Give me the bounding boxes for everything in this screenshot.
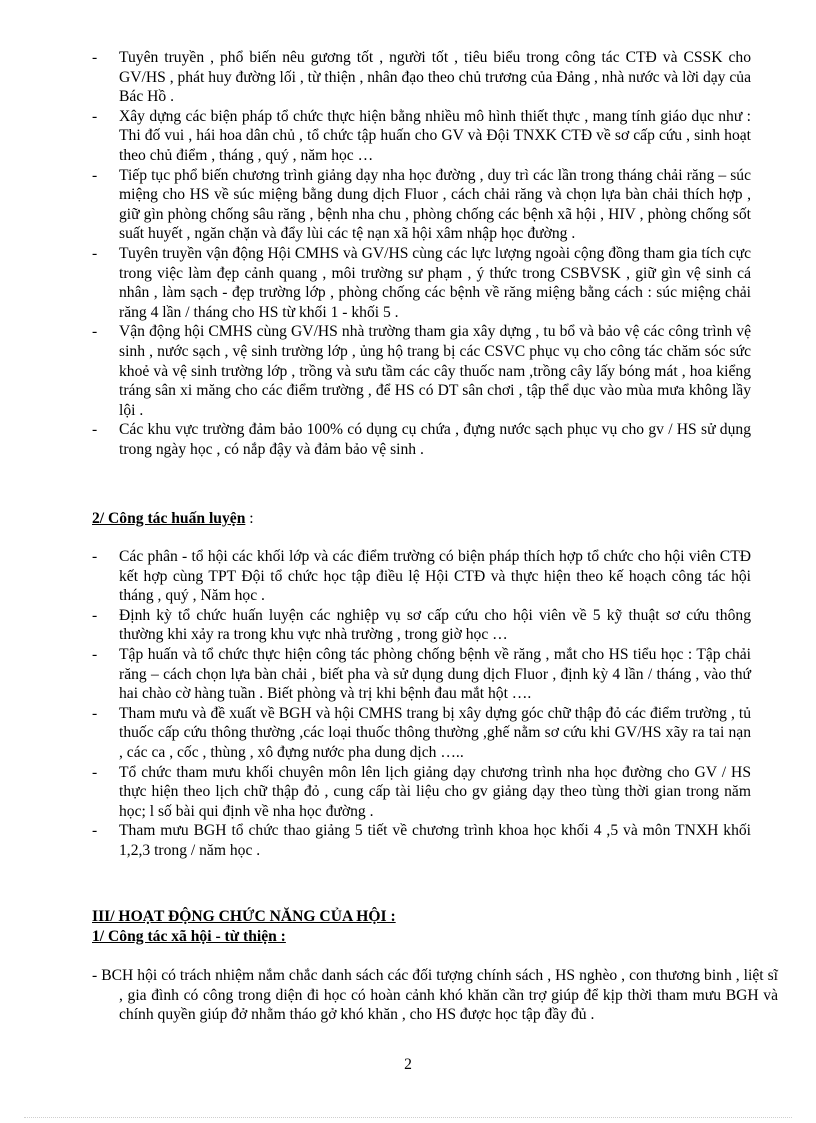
training-list bbox=[92, 547, 751, 861]
list-item: - Tập huấn và tổ chức thực hiện công tác phòng chống bệnh về răng , mắt cho HS tiểu học : Tập chải răng – cách chọn lựa bàn chải , biết pha và sử dụng dung dịch Fluor , định kỳ 4 lần / tháng , vào thứ hai chào cờ hàng tuần . Biết phòng và trị khi bệnh đau mắt hột …. bbox=[92, 645, 751, 703]
list-item: - Tham mưu BGH tổ chức thao giảng 5 tiết về chương trình khoa học khối 4 ,5 và môn TNXH khối 1,2,3 trong / năm học . bbox=[92, 822, 751, 859]
list-item: - Vận động hội CMHS cùng GV/HS nhà trường tham gia xây dựng , tu bổ và bảo vệ các công trình vệ sinh , nước sạch , vệ sinh trường lớp , ủng hộ trang bị các CSVC phục vụ cho công tác chăm sóc sức khoẻ và vệ sinh trường lớp , trồng và sưu tầm các cây thuốc nam ,trồng cây lấy bóng mát , hoa kiểng tráng sân xi măng cho các điểm trường , để HS có DT sân chơi , tập thể dục vào mùa mưa không lầy lội . bbox=[92, 323, 751, 419]
list-item: - Tổ chức tham mưu khối chuyên môn lên lịch giảng dạy chương trình nha học đường cho GV / HS thực hiện theo lịch chữ thập đỏ , cung cấp tài liệu cho gv giảng dạy theo tùng thời gian trong năm học; l số bài qui định về nha học đường . bbox=[92, 763, 751, 820]
page-bottom-rule bbox=[24, 1117, 792, 1118]
page-number: 2 bbox=[404, 1056, 412, 1073]
activity-list bbox=[92, 48, 751, 459]
list-item: - Tuyên truyền vận động Hội CMHS và GV/HS cùng các lực lượng ngoài cộng đồng tham gia tích cực trong việc làm đẹp cảnh quang , môi trường sư phạm , ý thức trong CSBVSK , giữ gìn vệ sinh cá nhân , làm sạch - đẹp trường lớp , phòng chống các bệnh về răng miệng bằng cách : súc miệng chải răng 4 lần / tháng cho HS từ khối 1 - khối 5 . bbox=[92, 244, 751, 321]
charity-paragraph: - BCH hội có trách nhiệm nắm chắc danh sách các đối tượng chính sách , HS nghèo , con thương binh , liệt sĩ , gia đình có công trong diện đi học có hoàn cảnh khó khăn cần trợ giúp để kịp thời tham mưu BGH và chính quyền giúp đở nhằm tháo gở khó khăn , cho HS được học tập đầy đủ . bbox=[92, 967, 778, 1024]
list-item: - Các phân - tổ hội các khối lớp và các điểm trường có biện pháp thích hợp tổ chức cho hội viên CTĐ kết hợp cùng TPT Đội tổ chức học tập điều lệ Hội CTĐ và thực hiện theo kế hoạch công tác hội tháng , quý , Năm học . bbox=[92, 548, 751, 605]
list-item: - Các khu vực trường đảm bảo 100% có dụng cụ chứa , đựng nước sạch phục vụ cho gv / HS sử dụng trong ngày học , có nắp đậy và đảm bảo vệ sinh . bbox=[92, 421, 751, 458]
subsection-heading-charity: 1/ Công tác xã hội - từ thiện : bbox=[92, 928, 286, 945]
section-heading-training: 2/ Công tác huấn luyện : bbox=[92, 510, 254, 527]
list-item: - Tham mưu và đề xuất về BGH và hội CMHS trang bị xây dựng góc chữ thập đỏ các điểm trường , tủ thuốc cấp cứu thông thường ,các loại thuốc thông thường ,ghế nằm sơ cứu khi GV/HS xãy ra tai nạn , các ca , cốc , thùng , xô đựng nước pha dung dịch ….. bbox=[92, 704, 751, 761]
list-item: - Xây dựng các biện pháp tổ chức thực hiện bằng nhiều mô hình thiết thực , mang tính giáo dục như : Thi đố vui , hái hoa dân chủ , tổ chức tập huấn cho GV và Đội TNXK CTĐ về sơ cấp cứu , sinh hoạt theo chủ điểm , tháng , quý , năm học … bbox=[92, 107, 751, 164]
list-item: - Tiếp tục phổ biến chương trình giảng dạy nha học đường , duy trì các lần trong tháng chải răng – súc miệng cho HS về súc miệng bằng dung dịch Fluor , cách chải răng và chọn lựa bàn chải thích hợp , giữ gìn phòng chống sâu răng , bệnh nha chu , phòng chống các bệnh xã hội , HIV , phòng chống sốt suất huyết , ngăn chặn và đẩy lùi các tệ nạn xã hội xâm nhập học đường . bbox=[92, 166, 751, 243]
list-item: - Định kỳ tổ chức huấn luyện các nghiệp vụ sơ cấp cứu cho hội viên về 5 kỹ thuật sơ cứu thông thường khi xảy ra trong khu vực nhà trường , trong giờ học … bbox=[92, 606, 751, 644]
list-item: - Tuyên truyền , phổ biến nêu gương tốt , người tốt , tiêu biểu trong công tác CTĐ và CSSK cho GV/HS , phát huy đường lối , từ thiện , nhân đạo theo chủ trương của Đảng , nhà nước và lời dạy của Bác Hồ . bbox=[92, 49, 751, 106]
section-heading-functions: III/ HOẠT ĐỘNG CHỨC NĂNG CỦA HỘI : bbox=[92, 908, 396, 925]
